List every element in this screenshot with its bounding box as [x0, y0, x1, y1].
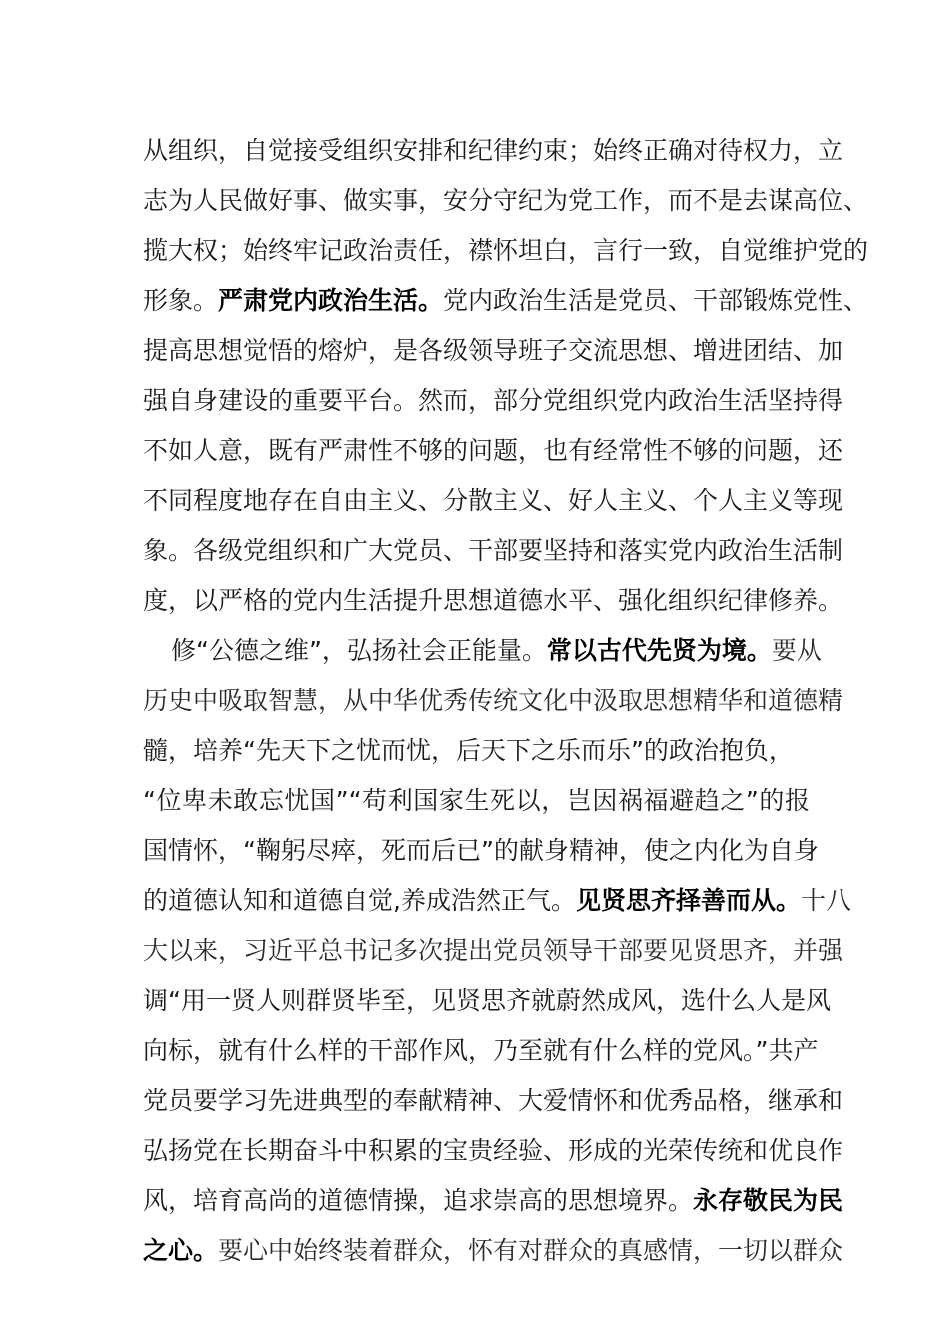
text-line: 从组织，自觉接受组织安排和纪律约束；始终正确对待权力，立	[143, 136, 844, 165]
paragraph-start-line: 修“公德之维”，弘扬社会正能量。常以古代先贤为境。要从	[171, 636, 822, 665]
text-line: 强自身建设的重要平台。然而，部分党组织党内政治生活坚持得	[143, 386, 844, 415]
text-line: 揽大权；始终牢记政治责任，襟怀坦白，言行一致，自觉维护党的	[143, 236, 869, 265]
bold-heading: 常以古代先贤为境。	[546, 636, 772, 665]
text-line: 调“用一贤人则群贤毕至，见贤思齐就蔚然成风，选什么人是风	[143, 986, 831, 1015]
text-line: 提高思想觉悟的熔炉，是各级领导班子交流思想、增进团结、加	[143, 336, 844, 365]
bold-heading: 永存敬民为民	[693, 1186, 844, 1215]
bold-heading: 之心。	[143, 1236, 219, 1265]
text-line: 髓，培养“先天下之忧而忧，后天下之乐而乐”的政治抱负，	[143, 736, 794, 765]
text-line: 志为人民做好事、做实事，安分守纪为党工作，而不是去谋高位、	[143, 186, 869, 215]
text-line: 形象。严肃党内政治生活。党内政治生活是党员、干部锻炼党性、	[143, 286, 869, 315]
text-line: 象。各级党组织和广大党员、干部要坚持和落实党内政治生活制	[143, 536, 844, 565]
text-line: 向标，就有什么样的干部作风，乃至就有什么样的党风。”共产	[143, 1036, 819, 1065]
bold-heading: 见贤思齐择善而从。	[575, 886, 801, 915]
text-line: 度，以严格的党内生活提升思想道德水平、强化组织纪律修养。	[143, 586, 844, 615]
text-line: 大以来，习近平总书记多次提出党员领导干部要见贤思齐，并强	[143, 936, 844, 965]
bold-heading: 严肃党内政治生活。	[218, 286, 444, 315]
text-line: 不如人意，既有严肃性不够的问题，也有经常性不够的问题，还	[143, 436, 844, 465]
text-line: 国情怀，“鞠躬尽瘁，死而后已”的献身精神，使之内化为自身	[143, 836, 819, 865]
text-line: “位卑未敢忘忧国”“苟利国家生死以，岂因祸福避趋之”的报	[143, 786, 810, 815]
text-line: 风，培育高尚的道德情操，追求崇高的思想境界。永存敬民为民	[143, 1186, 844, 1215]
text-line: 不同程度地存在自由主义、分散主义、好人主义、个人主义等现	[143, 486, 844, 515]
body-text	[143, 126, 869, 1276]
text-line: 之心。要心中始终装着群众，怀有对群众的真感情，一切以群众	[143, 1236, 844, 1265]
text-line: 弘扬党在长期奋斗中积累的宝贵经验、形成的光荣传统和优良作	[143, 1136, 844, 1165]
text-line: 历史中吸取智慧，从中华优秀传统文化中汲取思想精华和道德精	[143, 686, 844, 715]
text-line: 党员要学习先进典型的奉献精神、大爱情怀和优秀品格，继承和	[143, 1086, 844, 1115]
text-line: 的道德认知和道德自觉,养成浩然正气。见贤思齐择善而从。十八	[143, 886, 851, 915]
